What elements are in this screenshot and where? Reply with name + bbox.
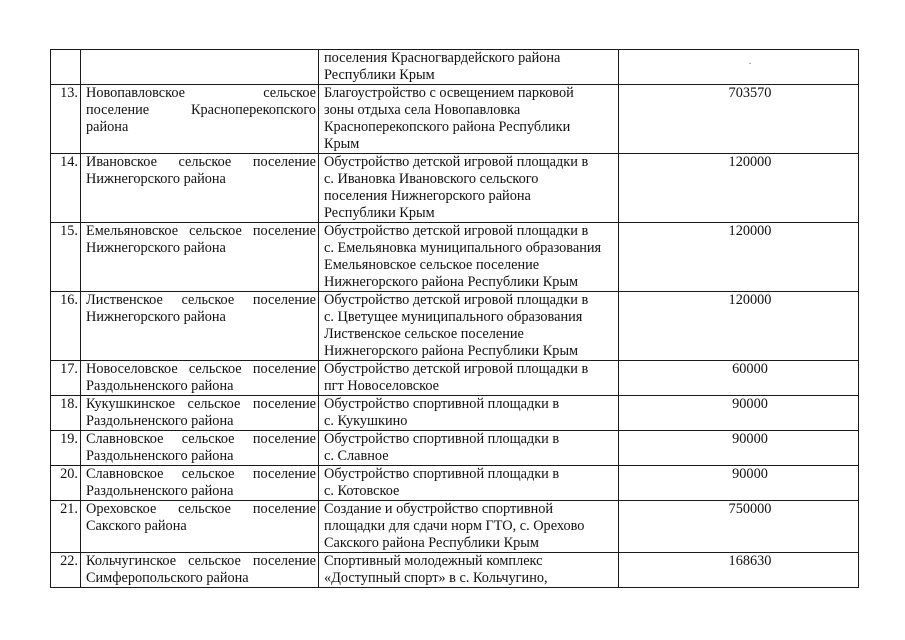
table-body bbox=[51, 50, 859, 588]
settlement-line: Кукушкинское сельское поселение bbox=[86, 396, 316, 412]
amount-cell bbox=[619, 154, 859, 223]
project-line: с. Кукушкино bbox=[324, 413, 408, 429]
project-line: Красноперекопского района Республики bbox=[324, 119, 571, 135]
project-cell bbox=[319, 50, 619, 85]
project-line: Обустройство детской игровой площадки в bbox=[324, 292, 589, 308]
settlement-cell bbox=[81, 396, 319, 431]
settlement-line: района bbox=[86, 119, 129, 135]
project-line: с. Емельяновка муниципального образования bbox=[324, 240, 602, 256]
project-line: с. Славное bbox=[324, 448, 389, 464]
amount-cell bbox=[619, 501, 859, 553]
settlement-line: Раздольненского района bbox=[86, 413, 234, 429]
amount-value: · bbox=[748, 59, 752, 70]
amount-value: 120000 bbox=[728, 154, 772, 170]
project-cell bbox=[319, 553, 619, 588]
amount-cell bbox=[619, 553, 859, 588]
project-cell bbox=[319, 223, 619, 292]
amount-cell bbox=[619, 223, 859, 292]
project-line: поселения Нижнегорского района bbox=[324, 188, 531, 204]
project-line: Обустройство детской игровой площадки в bbox=[324, 361, 589, 377]
project-line: Республики Крым bbox=[324, 67, 435, 83]
amount-value: 750000 bbox=[728, 501, 772, 517]
project-cell bbox=[319, 466, 619, 501]
settlement-line: Раздольненского района bbox=[86, 483, 234, 499]
project-line: Обустройство детской игровой площадки в bbox=[324, 154, 589, 170]
amount-cell bbox=[619, 431, 859, 466]
amount-cell bbox=[619, 292, 859, 361]
project-cell bbox=[319, 292, 619, 361]
project-line: Обустройство спортивной площадки в bbox=[324, 396, 560, 412]
settlement-cell bbox=[81, 466, 319, 501]
amount-value: 90000 bbox=[732, 396, 768, 412]
table-row bbox=[51, 85, 859, 154]
settlement-line: Славновское сельское поселение bbox=[86, 431, 316, 447]
settlement-line: Нижнегорского района bbox=[86, 171, 226, 187]
project-line: Республики Крым bbox=[324, 205, 435, 221]
project-line: Создание и обустройство спортивной bbox=[324, 501, 554, 517]
amount-value: 90000 bbox=[732, 466, 768, 482]
row-number: 21. bbox=[51, 501, 81, 553]
settlement-line: Нижнегорского района bbox=[86, 240, 226, 256]
row-number: 17. bbox=[51, 361, 81, 396]
row-number bbox=[51, 50, 81, 85]
settlement-line: Лиственское сельское поселение bbox=[86, 292, 316, 308]
project-cell bbox=[319, 501, 619, 553]
settlement-line: Симферопольского района bbox=[86, 570, 249, 586]
amount-value: 703570 bbox=[728, 85, 772, 101]
row-number: 14. bbox=[51, 154, 81, 223]
amount-cell bbox=[619, 466, 859, 501]
project-line: Лиственское сельское поселение bbox=[324, 326, 524, 342]
amount-cell bbox=[619, 50, 859, 85]
project-cell bbox=[319, 431, 619, 466]
table-row bbox=[51, 396, 859, 431]
project-line: Нижнегорского района Республики Крым bbox=[324, 274, 579, 290]
table-row bbox=[51, 50, 859, 85]
settlement-line: поселение Красноперекопского bbox=[86, 102, 316, 118]
document-table bbox=[50, 49, 859, 588]
row-number: 20. bbox=[51, 466, 81, 501]
row-number: 18. bbox=[51, 396, 81, 431]
project-line: с. Котовское bbox=[324, 483, 400, 499]
amount-cell bbox=[619, 361, 859, 396]
project-cell bbox=[319, 361, 619, 396]
project-line: Нижнегорского района Республики Крым bbox=[324, 343, 579, 359]
table-row bbox=[51, 553, 859, 588]
settlement-cell bbox=[81, 85, 319, 154]
amount-cell bbox=[619, 85, 859, 154]
settlement-cell bbox=[81, 50, 319, 85]
project-line: Крым bbox=[324, 136, 360, 152]
project-line: Спортивный молодежный комплекс bbox=[324, 553, 543, 569]
settlement-cell bbox=[81, 553, 319, 588]
settlement-cell bbox=[81, 361, 319, 396]
project-line: Обустройство спортивной площадки в bbox=[324, 466, 560, 482]
settlement-line: Нижнегорского района bbox=[86, 309, 226, 325]
project-line: Благоустройство с освещением парковой bbox=[324, 85, 574, 101]
settlement-line: Емельяновское сельское поселение bbox=[86, 223, 316, 239]
settlement-line: Сакского района bbox=[86, 518, 187, 534]
settlement-line: Славновское сельское поселение bbox=[86, 466, 316, 482]
row-number: 15. bbox=[51, 223, 81, 292]
project-line: Обустройство детской игровой площадки в bbox=[324, 223, 589, 239]
project-line: зоны отдыха села Новопавловка bbox=[324, 102, 521, 118]
settlement-cell bbox=[81, 501, 319, 553]
amount-value: 168630 bbox=[728, 553, 772, 569]
settlement-line: Кольчугинское сельское поселение bbox=[86, 553, 316, 569]
settlement-cell bbox=[81, 292, 319, 361]
project-cell bbox=[319, 154, 619, 223]
project-cell bbox=[319, 396, 619, 431]
row-number: 13. bbox=[51, 85, 81, 154]
project-line: «Доступный спорт» в с. Кольчугино, bbox=[324, 570, 548, 586]
amount-value: 90000 bbox=[732, 431, 768, 447]
settlement-cell bbox=[81, 223, 319, 292]
row-number: 16. bbox=[51, 292, 81, 361]
project-line: Сакского района Республики Крым bbox=[324, 535, 539, 551]
settlement-line: Раздольненского района bbox=[86, 378, 234, 394]
amount-value: 120000 bbox=[728, 223, 772, 239]
settlement-cell bbox=[81, 154, 319, 223]
table-row bbox=[51, 431, 859, 466]
settlement-cell bbox=[81, 431, 319, 466]
row-number: 19. bbox=[51, 431, 81, 466]
amount-value: 60000 bbox=[732, 361, 768, 377]
project-line: с. Цветущее муниципального образования bbox=[324, 309, 583, 325]
amount-cell bbox=[619, 396, 859, 431]
project-line: пгт Новоселовское bbox=[324, 378, 440, 394]
settlement-line: Ореховское сельское поселение bbox=[86, 501, 316, 517]
row-number: 22. bbox=[51, 553, 81, 588]
project-line: Емельяновское сельское поселение bbox=[324, 257, 540, 273]
project-cell bbox=[319, 85, 619, 154]
settlement-line: Новоселовское сельское поселение bbox=[86, 361, 316, 377]
table-row bbox=[51, 466, 859, 501]
table-row bbox=[51, 292, 859, 361]
amount-value: 120000 bbox=[728, 292, 772, 308]
table-row bbox=[51, 154, 859, 223]
project-line: Обустройство спортивной площадки в bbox=[324, 431, 560, 447]
project-line: с. Ивановка Ивановского сельского bbox=[324, 171, 539, 187]
settlement-line: Раздольненского района bbox=[86, 448, 234, 464]
table-row bbox=[51, 361, 859, 396]
project-line: поселения Красногвардейского района bbox=[324, 50, 561, 66]
table-row bbox=[51, 501, 859, 553]
table-row bbox=[51, 223, 859, 292]
project-line: площадки для сдачи норм ГТО, с. Орехово bbox=[324, 518, 585, 534]
settlement-line: Новопавловское сельское bbox=[86, 85, 316, 101]
settlement-line: Ивановское сельское поселение bbox=[86, 154, 316, 170]
